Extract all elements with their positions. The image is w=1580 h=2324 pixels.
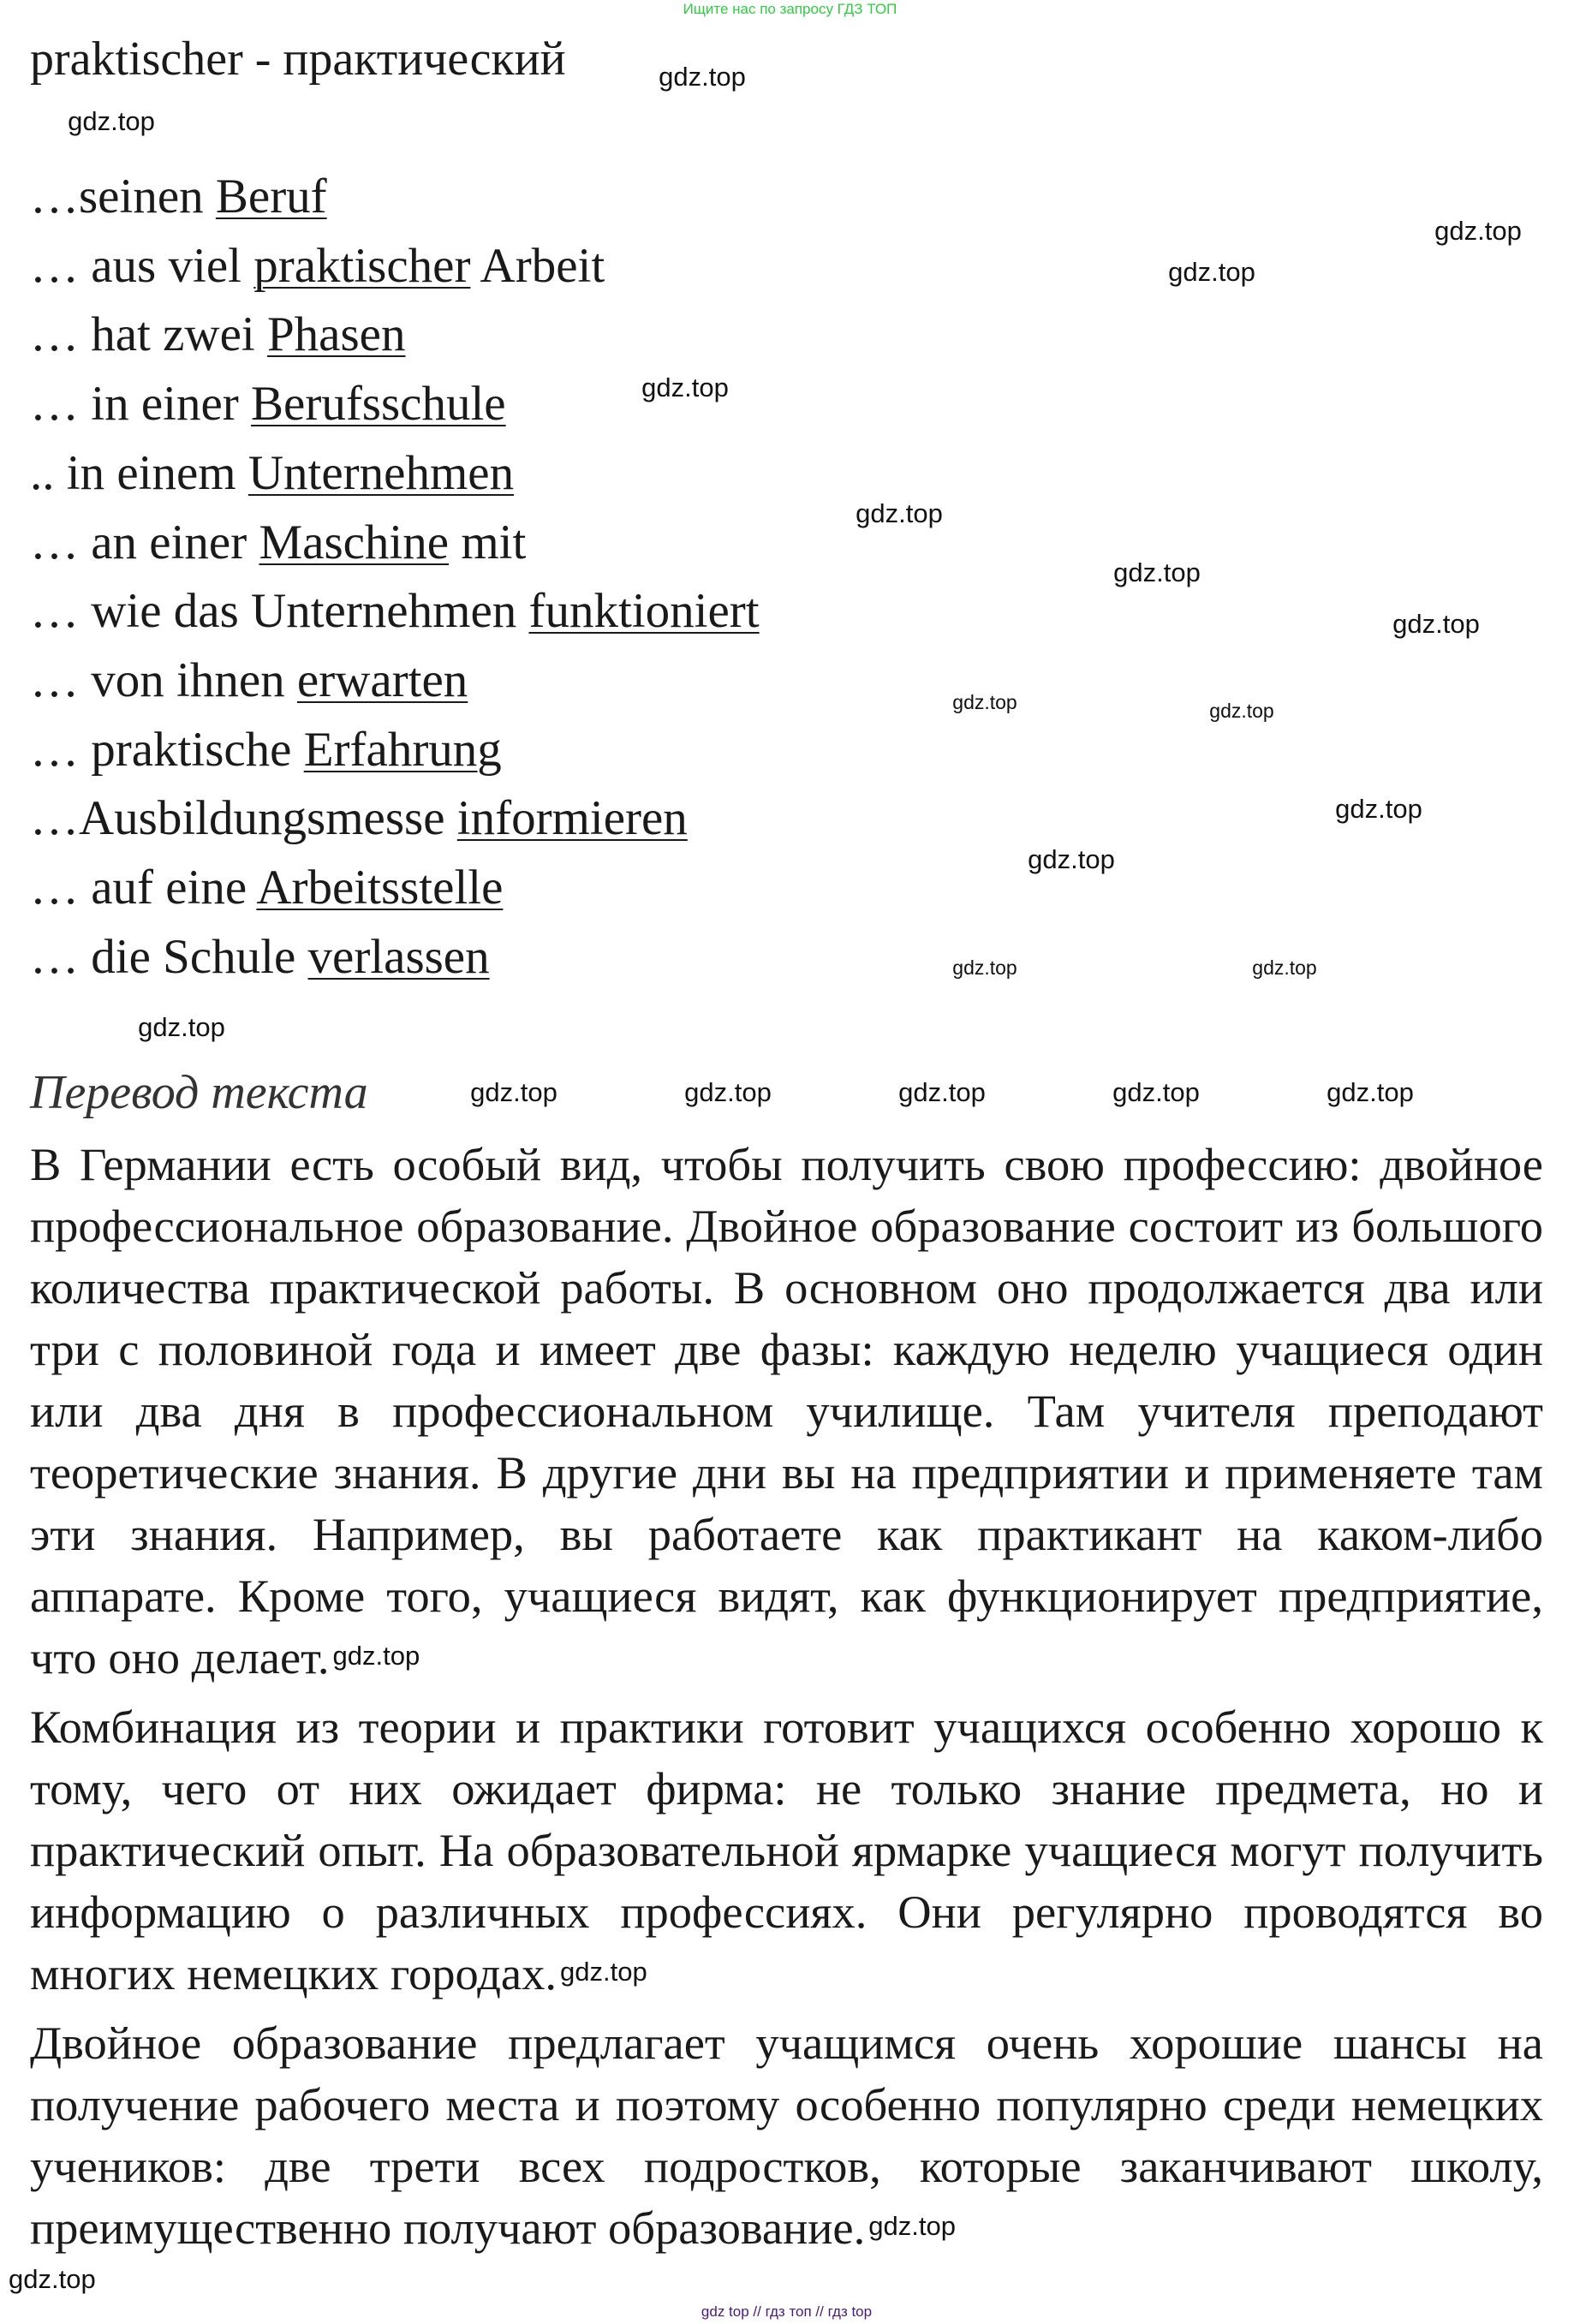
- underlined-word: Arbeitsstelle: [256, 861, 504, 915]
- phrase-line: [30, 509, 760, 578]
- paragraph-3: [30, 2012, 1543, 2259]
- underlined-word: Erfahrung: [303, 722, 502, 777]
- watermark: gdz.top: [856, 498, 943, 528]
- phrase-text: … praktische: [30, 722, 304, 777]
- footer-banner: gdz top // гдз топ // гдз top: [701, 2303, 873, 2320]
- watermark: gdz.top: [1252, 956, 1317, 979]
- paragraph-2: [30, 1696, 1543, 2005]
- underlined-word: Beruf: [215, 170, 327, 223]
- watermark: gdz.top: [1327, 1077, 1414, 1107]
- paragraph-text: Двойное образование предлагает учащимся очень хорошие шансы на получение рабочего места и поэтому особенно популярно среди немецких учеников: две трети всех подростков, которые заканчивают школу, преимущественно получают образование.: [30, 2017, 1543, 2254]
- phrase-line: [30, 232, 760, 301]
- watermark: gdz.top: [560, 1957, 647, 1987]
- phrase-text: … von ihnen: [30, 653, 297, 707]
- watermark: gdz.top: [1028, 844, 1115, 874]
- phrase-text: … auf eine: [30, 861, 257, 915]
- watermark: gdz.top: [1209, 700, 1274, 722]
- watermark: gdz.top: [1113, 557, 1201, 587]
- phrase-list: [30, 163, 760, 992]
- watermark: gdz.top: [1392, 609, 1480, 639]
- phrase-line: [30, 301, 760, 370]
- underlined-word: verlassen: [307, 929, 490, 984]
- phrase-line: [30, 854, 760, 923]
- phrase-text: …Ausbildungsmesse: [30, 791, 457, 846]
- phrase-text: Arbeit: [470, 238, 605, 293]
- underlined-word: informieren: [456, 791, 688, 846]
- phrase-text: …seinen: [30, 170, 216, 223]
- underlined-word: Phasen: [266, 307, 406, 362]
- phrase-text: … in einer: [30, 377, 252, 432]
- underlined-word: erwarten: [296, 653, 468, 707]
- phrase-text: … die Schule: [30, 929, 308, 984]
- watermark: gdz.top: [684, 1077, 772, 1107]
- phrase-text: … aus viel: [30, 238, 254, 293]
- phrase-text: .. in einem: [30, 445, 248, 500]
- underlined-word: Maschine: [259, 515, 450, 569]
- translation-heading: Перевод текста: [30, 1066, 368, 1119]
- watermark: gdz.top: [1335, 794, 1422, 824]
- paragraph-text: Комбинация из теории и практики готовит учащихся особенно хорошо к тому, чего от них ожидает фирма: не только знание предмета, но и практический опыт. На образовательной ярмарке учащиеся могут получить информацию о различных профессиях. Они регулярно проводятся во многих немецких городах.: [30, 1701, 1543, 1999]
- phrase-line: [30, 647, 760, 716]
- phrase-line: [30, 163, 760, 232]
- phrase-text: … an einer: [30, 515, 259, 569]
- phrase-line: [30, 716, 760, 785]
- watermark: gdz.top: [1168, 257, 1255, 287]
- underlined-word: funktioniert: [528, 584, 760, 639]
- watermark: gdz.top: [332, 1641, 420, 1671]
- phrase-line: [30, 784, 760, 854]
- watermark: gdz.top: [68, 106, 155, 136]
- underlined-word: praktischer: [253, 238, 471, 293]
- phrase-text: … hat zwei: [30, 307, 267, 362]
- watermark: gdz.top: [1434, 216, 1522, 246]
- phrase-line: [30, 923, 760, 992]
- phrase-line: [30, 439, 760, 509]
- page-title: praktischer - практический: [30, 33, 566, 86]
- watermark: gdz.top: [898, 1077, 986, 1107]
- watermark: gdz.top: [659, 62, 746, 92]
- watermark: gdz.top: [1112, 1077, 1200, 1107]
- header-banner: Ищите нас по запросу ГДЗ ТОП: [683, 1, 897, 17]
- watermark: gdz.top: [138, 1012, 225, 1042]
- underlined-word: Unternehmen: [247, 445, 515, 500]
- watermark: gdz.top: [868, 2211, 956, 2241]
- watermark: gdz.top: [952, 956, 1017, 979]
- translation-body: [9, 1134, 1543, 2322]
- paragraph-1: [30, 1134, 1543, 1689]
- phrase-text: mit: [449, 515, 527, 569]
- phrase-line: [30, 577, 760, 647]
- watermark: gdz.top: [952, 691, 1017, 713]
- paragraph-text: В Германии есть особый вид, чтобы получить свою профессию: двойное профессиональное образование. Двойное образование состоит из большого количества практической работы. В основном оно продолжается два или три с половиной года и имеет две фазы: каждую неделю учащиеся один или два дня в профессиональном училище. Там учителя преподают теоретические знания. В другие дни вы на предприятии и применяете там эти знания. Например, вы работаете как практикант на каком-либо аппарате. Кроме того, учащиеся видят, как функционирует предприятие, что оно делает.: [30, 1138, 1543, 1683]
- phrase-text: … wie das Unternehmen: [30, 584, 529, 639]
- watermark: gdz.top: [470, 1077, 557, 1107]
- underlined-word: Berufsschule: [251, 377, 506, 432]
- watermark: gdz.top: [641, 372, 729, 402]
- watermark: gdz.top: [9, 2264, 96, 2294]
